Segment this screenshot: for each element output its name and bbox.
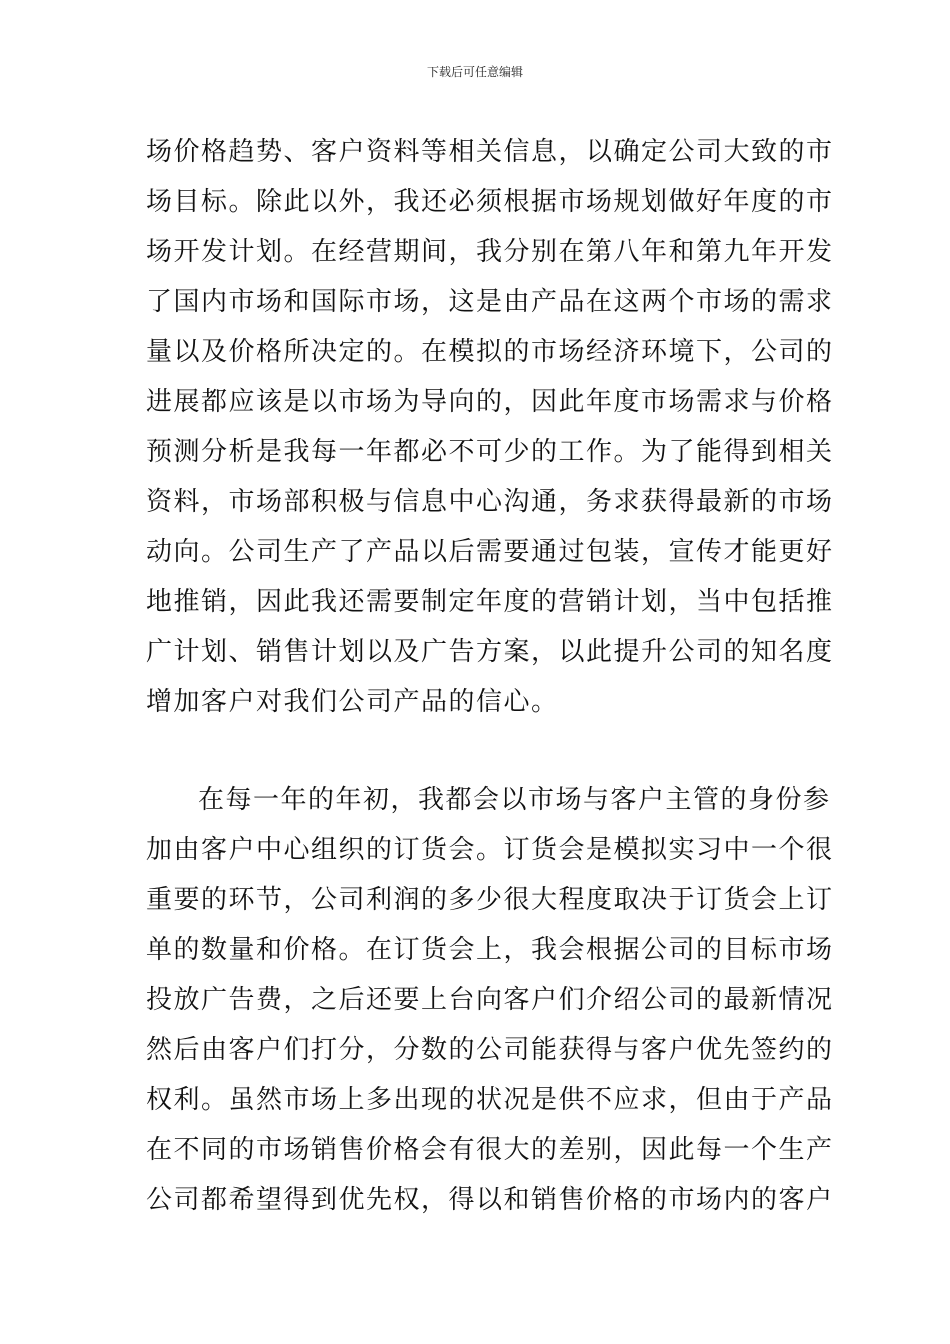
text-line: 然后由客户们打分，分数的公司能获得与客户优先签约的 <box>146 1035 834 1065</box>
paragraph-2 <box>146 775 834 1225</box>
text-line: 增加客户对我们公司产品的信心。 <box>146 687 559 717</box>
text-line: 资料，市场部积极与信息中心沟通，务求获得最新的市场 <box>146 487 834 517</box>
text-line: 量以及价格所决定的。在模拟的市场经济环境下，公司的 <box>146 337 834 367</box>
text-line: 广计划、销售计划以及广告方案，以此提升公司的知名度 <box>146 637 834 667</box>
text-line: 加由客户中心组织的订货会。订货会是模拟实习中一个很 <box>146 835 834 865</box>
text-line: 权利。虽然市场上多出现的状况是供不应求，但由于产品 <box>146 1085 834 1115</box>
text-line: 公司都希望得到优先权，得以和销售价格的市场内的客户 <box>146 1185 834 1215</box>
text-line: 投放广告费，之后还要上台向客户们介绍公司的最新情况 <box>146 985 834 1015</box>
text-line-indented: 在每一年的年初，我都会以市场与客户主管的身份参 <box>198 785 831 815</box>
text-line: 预测分析是我每一年都必不可少的工作。为了能得到相关 <box>146 437 834 467</box>
text-line: 场开发计划。在经营期间，我分别在第八年和第九年开发 <box>146 237 834 267</box>
text-line: 在不同的市场销售价格会有很大的差别，因此每一个生产 <box>146 1135 834 1165</box>
text-line: 场目标。除此以外，我还必须根据市场规划做好年度的市 <box>146 187 834 217</box>
text-line: 单的数量和价格。在订货会上，我会根据公司的目标市场 <box>146 935 834 965</box>
page-header: 下载后可任意编辑 <box>426 65 523 79</box>
paragraph-1 <box>146 127 834 727</box>
text-line: 地推销，因此我还需要制定年度的营销计划，当中包括推 <box>146 587 834 617</box>
text-line: 动向。公司生产了产品以后需要通过包装，宣传才能更好 <box>146 537 834 567</box>
text-line: 进展都应该是以市场为导向的，因此年度市场需求与价格 <box>146 387 834 417</box>
text-line: 重要的环节，公司利润的多少很大程度取决于订货会上订 <box>146 885 834 915</box>
text-line: 场价格趋势、客户资料等相关信息，以确定公司大致的市 <box>146 137 834 167</box>
text-line: 了国内市场和国际市场，这是由产品在这两个市场的需求 <box>146 287 834 317</box>
